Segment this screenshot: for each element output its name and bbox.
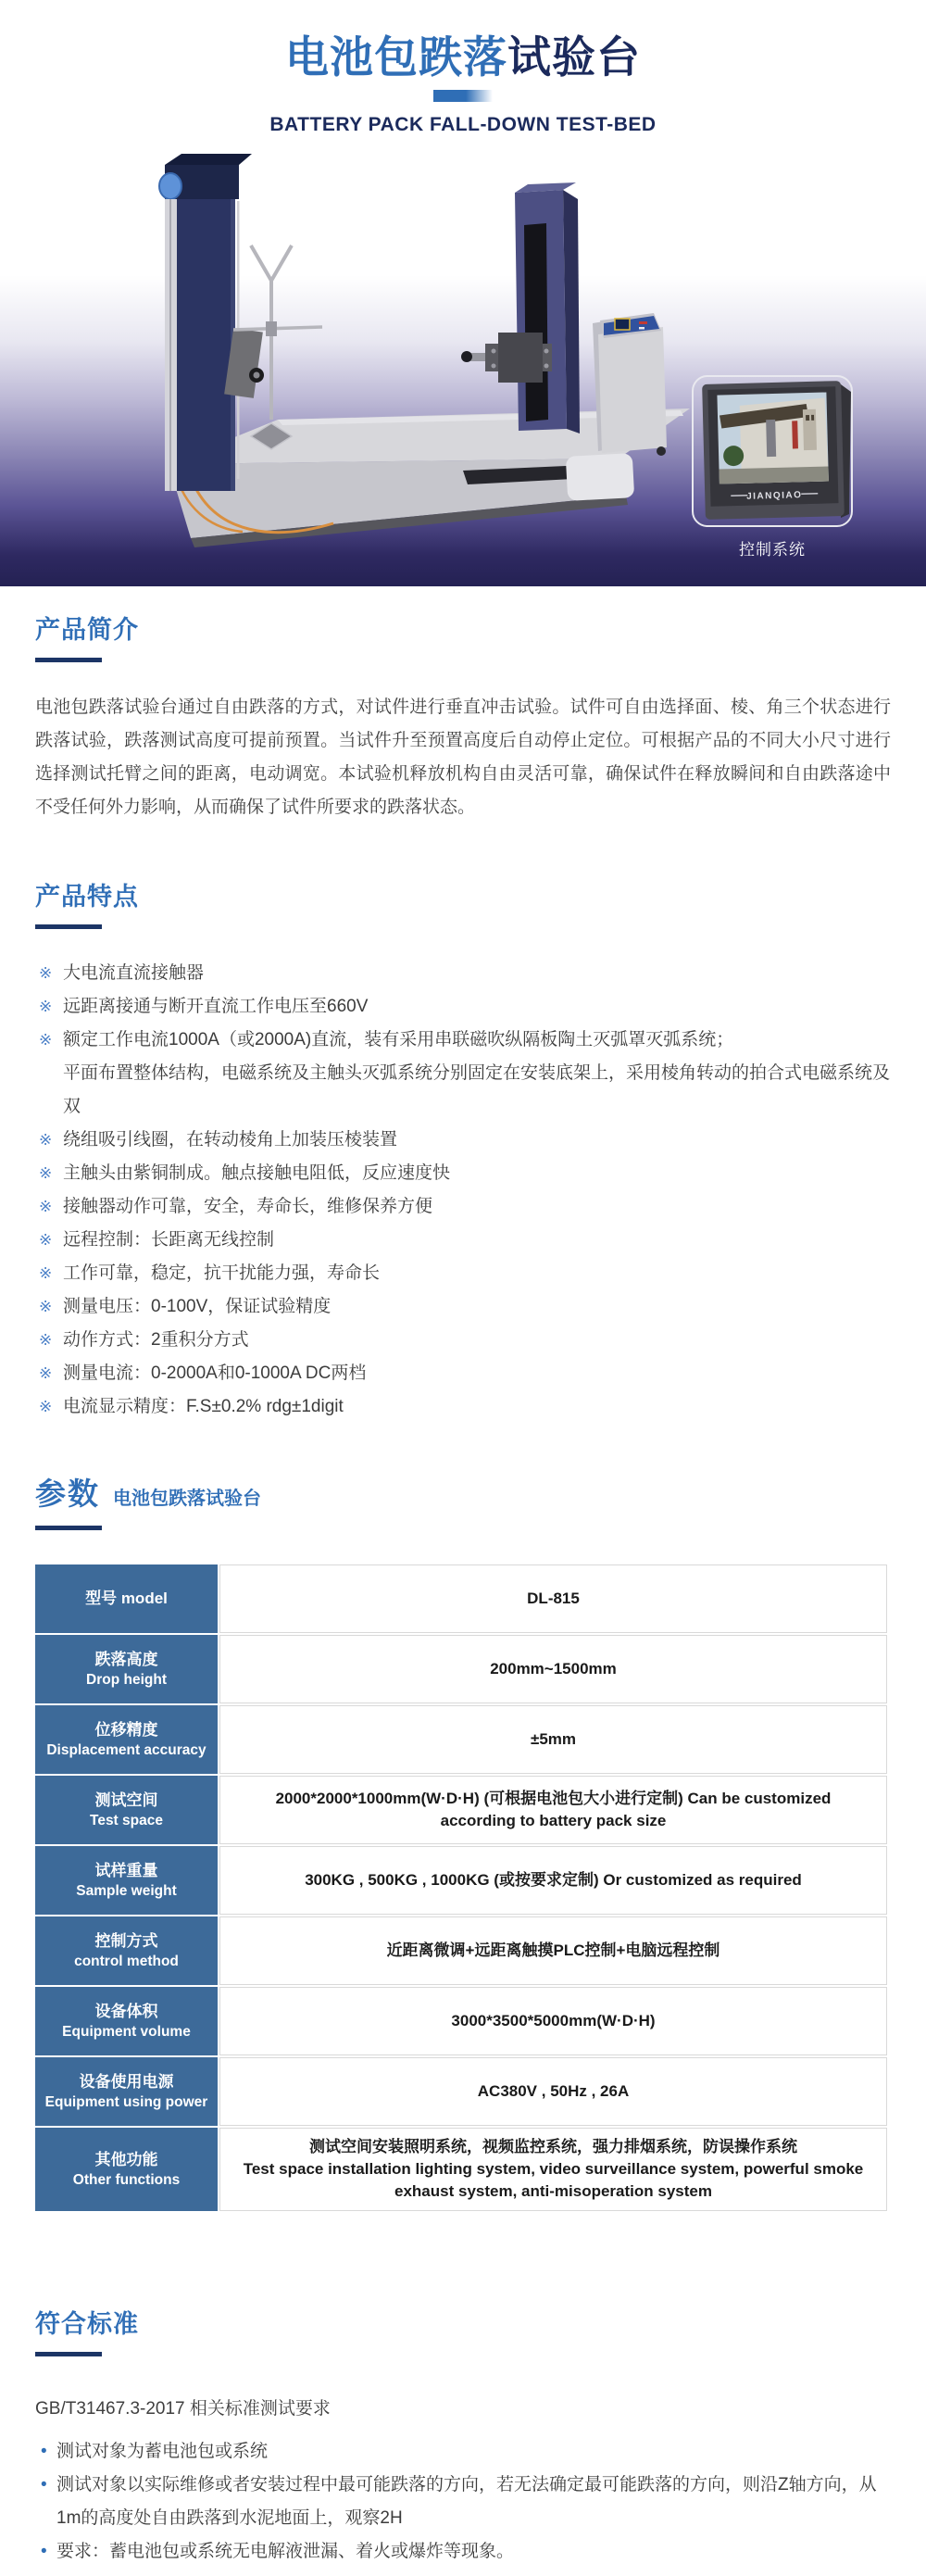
- standards-heading-underline: [35, 2352, 102, 2356]
- spec-value-line1: 测试空间安装照明系统，视频监控系统，强力排烟系统，防误操作系统: [309, 2138, 797, 2155]
- feature-text: 额定工作电流1000A（或2000A)直流，装有采用串联磁吹纵隔板陶土灭弧罩灭弧系统；: [63, 1030, 734, 1049]
- machine-right-column: [461, 182, 580, 434]
- spec-value-line1: 3000*3500*5000mm(W·D·H): [451, 2012, 656, 2029]
- page-title-highlight: 电池包跌落: [285, 32, 507, 82]
- feature-marker: ※: [39, 1364, 53, 1382]
- table-row: [35, 1987, 887, 2055]
- section-product-features: [0, 876, 926, 1424]
- spec-label-cn: 跌落高度: [94, 1650, 158, 1668]
- spec-label-en: Drop height: [86, 1671, 167, 1688]
- table-row: [35, 1635, 887, 1703]
- feature-marker: ※: [39, 1131, 53, 1149]
- spec-value-line2: Test space installation lighting system, video surveillance system, powerful smoke exhaust system, anti-misoperation system: [243, 2160, 864, 2200]
- table-row: [35, 1846, 887, 1915]
- standards-intro: GB/T31467.3-2017 相关标准测试要求: [35, 2399, 331, 2419]
- spec-label-en: control method: [74, 1953, 179, 1969]
- spec-label-en: Equipment using power: [44, 2093, 208, 2110]
- page-subtitle: BATTERY PACK FALL-DOWN TEST-BED: [269, 114, 657, 135]
- bullet-dot: •: [41, 2442, 47, 2461]
- spec-label-cn: 试样重量: [94, 1861, 158, 1879]
- table-row: [35, 1916, 887, 1985]
- spec-label-cn: 设备体积: [94, 2002, 158, 2020]
- bullet-dot: •: [41, 2475, 47, 2494]
- spec-label-en: Sample weight: [76, 1882, 177, 1899]
- spec-label-en: Other functions: [72, 2171, 181, 2188]
- spec-value: [219, 1635, 887, 1703]
- feature-item: [39, 1024, 891, 1057]
- spec-value-line1: 2000*2000*1000mm(W·D·H) (可根据电池包大小进行定制) Can be customized according to battery pack size: [275, 1790, 832, 1829]
- standards-text: 测试对象为蓄电池包或系统: [56, 2442, 269, 2461]
- standards-item: [39, 2469, 891, 2535]
- feature-item: [39, 1390, 891, 1424]
- feature-text: 接触器动作可靠，安全，寿命长，维修保养方便: [63, 1197, 433, 1216]
- feature-text: 测量电流：0-2000A和0-1000A DC两档: [63, 1363, 367, 1383]
- parameters-heading: [35, 1470, 891, 1514]
- spec-value: [219, 1916, 887, 1985]
- table-row: [35, 2128, 887, 2211]
- feature-marker: ※: [39, 1331, 53, 1349]
- feature-item: [39, 1190, 891, 1224]
- spec-label: [35, 1987, 218, 2055]
- page-title: [0, 33, 926, 82]
- feature-text: 平面布置整体结构，电磁系统及主触头灭弧系统分别固定在安装底架上，采用棱角转动的拍合式电磁系统及双: [63, 1063, 891, 1116]
- spec-label: [35, 1705, 218, 1774]
- parameters-heading-sub: 电池包跌落试验台: [113, 1489, 261, 1509]
- spec-table: [35, 1564, 887, 2211]
- spec-label-en: Test space: [90, 1812, 163, 1828]
- spec-value-line1: AC380V , 50Hz , 26A: [477, 2082, 630, 2100]
- spec-value-line1: 200mm~1500mm: [490, 1660, 617, 1678]
- table-row: [35, 1705, 887, 1774]
- table-row: [35, 2057, 887, 2126]
- feature-marker: ※: [39, 964, 53, 982]
- monitor-brand-label: JIANQIAO: [745, 490, 803, 502]
- feature-marker: ※: [39, 998, 53, 1015]
- feature-text: 工作可靠，稳定，抗干扰能力强，寿命长: [63, 1263, 381, 1283]
- feature-marker: ※: [39, 1231, 53, 1249]
- hero-product-image: [0, 142, 926, 586]
- spec-label: [35, 1846, 218, 1915]
- feature-marker: ※: [39, 1198, 53, 1215]
- spec-value: [219, 1705, 887, 1774]
- feature-text: 绕组吸引线圈，在转动棱角上加装压棱装置: [63, 1130, 398, 1150]
- feature-item: [39, 1257, 891, 1290]
- spec-label-cn: 位移精度: [94, 1720, 158, 1739]
- feature-marker: ※: [39, 1031, 53, 1049]
- feature-item: [39, 957, 891, 990]
- feature-text: 电流显示精度：F.S±0.2% rdg±1digit: [63, 1397, 344, 1416]
- feature-text: 大电流直流接触器: [63, 963, 205, 983]
- standards-item: [39, 2435, 891, 2469]
- spec-label-cn: 测试空间: [94, 1791, 158, 1809]
- features-heading-underline: [35, 924, 102, 929]
- table-row: [35, 1776, 887, 1844]
- feature-item: [39, 1357, 891, 1390]
- table-row: [35, 1564, 887, 1633]
- section-standards: [0, 2304, 926, 2569]
- spec-value: [219, 1846, 887, 1915]
- intro-heading-underline: [35, 658, 102, 662]
- spec-label: [35, 1635, 218, 1703]
- page-title-rest: 试验台: [507, 32, 641, 82]
- feature-item: [39, 1124, 891, 1157]
- spec-value: [219, 2057, 887, 2126]
- spec-label: [35, 2128, 218, 2211]
- spec-value-line1: DL-815: [527, 1590, 580, 1607]
- standards-text: 要求：蓄电池包或系统无电解液泄漏、着火或爆炸等现象。: [56, 2542, 515, 2561]
- feature-text: 远距离接通与断开直流工作电压至660V: [63, 997, 369, 1016]
- feature-marker: ※: [39, 1298, 53, 1315]
- spec-label: [35, 1916, 218, 1985]
- spec-value-line1: 300KG , 500KG , 1000KG (或按要求定制) Or customized as required: [305, 1871, 802, 1889]
- spec-label-cn: 设备使用电源: [79, 2072, 174, 2091]
- spec-value: [219, 2128, 887, 2211]
- feature-item: [39, 1224, 891, 1257]
- spec-label: [35, 1564, 218, 1633]
- title-accent-bar: [433, 90, 493, 102]
- spec-label-cn: 其他功能: [94, 2150, 158, 2168]
- feature-text: 主触头由紫铜制成。触点接触电阻低，反应速度快: [63, 1163, 451, 1183]
- feature-marker: ※: [39, 1398, 53, 1415]
- spec-value: [219, 1987, 887, 2055]
- parameters-heading-main: 参数: [35, 1476, 100, 1511]
- spec-label-cn: 控制方式: [94, 1931, 158, 1950]
- features-heading: 产品特点: [35, 883, 139, 911]
- spec-label-cn: 型号 model: [85, 1590, 168, 1607]
- feature-item: [39, 1324, 891, 1357]
- feature-text: 测量电压：0-100V，保证试验精度: [63, 1297, 332, 1316]
- page-header: [0, 0, 926, 136]
- spec-label-en: Equipment volume: [62, 2023, 191, 2040]
- spec-value-line1: 近距离微调+远距离触摸PLC控制+电脑远程控制: [386, 1941, 720, 1959]
- standards-heading: 符合标准: [35, 2310, 139, 2338]
- feature-list: [35, 957, 891, 1424]
- feature-item: [39, 1057, 891, 1124]
- section-product-intro: [0, 609, 926, 824]
- intro-heading: 产品简介: [35, 616, 139, 644]
- intro-paragraph: 电池包跌落试验台通过自由跌落的方式，对试件进行垂直冲击试验。试件可自由选择面、棱、角三个状态进行跌落试验，跌落测试高度可提前预置。当试件升至预置高度后自动停止定位。可根据产品的不同大小尺寸进行选择测试托臂之间的距离，电动调宽。本试验机释放机构自由灵活可靠，确保试件在释放瞬间和自由跌落途中不受任何外力影响，从而确保了试件所要求的跌落状态。: [35, 697, 891, 817]
- section-parameters: [0, 1470, 926, 2211]
- feature-text: 远程控制：长距离无线控制: [63, 1230, 275, 1250]
- feature-marker: ※: [39, 1264, 53, 1282]
- feature-item: [39, 990, 891, 1024]
- machine-control-pedestal: [593, 313, 667, 456]
- standards-text: 测试对象以实际维修或者安装过程中最可能跌落的方向，若无法确定最可能跌落的方向，则沿Z轴方向，从1m的高度处自由跌落到水泥地面上，观察2H: [56, 2475, 877, 2528]
- feature-item: [39, 1290, 891, 1324]
- control-system-caption: 控制系统: [739, 541, 806, 559]
- feature-item: [39, 1157, 891, 1190]
- feature-text: 动作方式：2重积分方式: [63, 1330, 249, 1350]
- control-monitor-card: [693, 376, 852, 526]
- standards-item: [39, 2535, 891, 2569]
- spec-label: [35, 1776, 218, 1844]
- standards-list: [35, 2435, 891, 2569]
- bullet-dot: •: [41, 2542, 47, 2561]
- spec-value: [219, 1564, 887, 1633]
- spec-value: [219, 1776, 887, 1844]
- machine-illustration: [0, 142, 926, 586]
- spec-label: [35, 2057, 218, 2126]
- spec-label-en: Displacement accuracy: [46, 1741, 206, 1758]
- spec-value-line1: ±5mm: [530, 1730, 577, 1748]
- parameters-heading-underline: [35, 1526, 102, 1530]
- feature-marker: ※: [39, 1164, 53, 1182]
